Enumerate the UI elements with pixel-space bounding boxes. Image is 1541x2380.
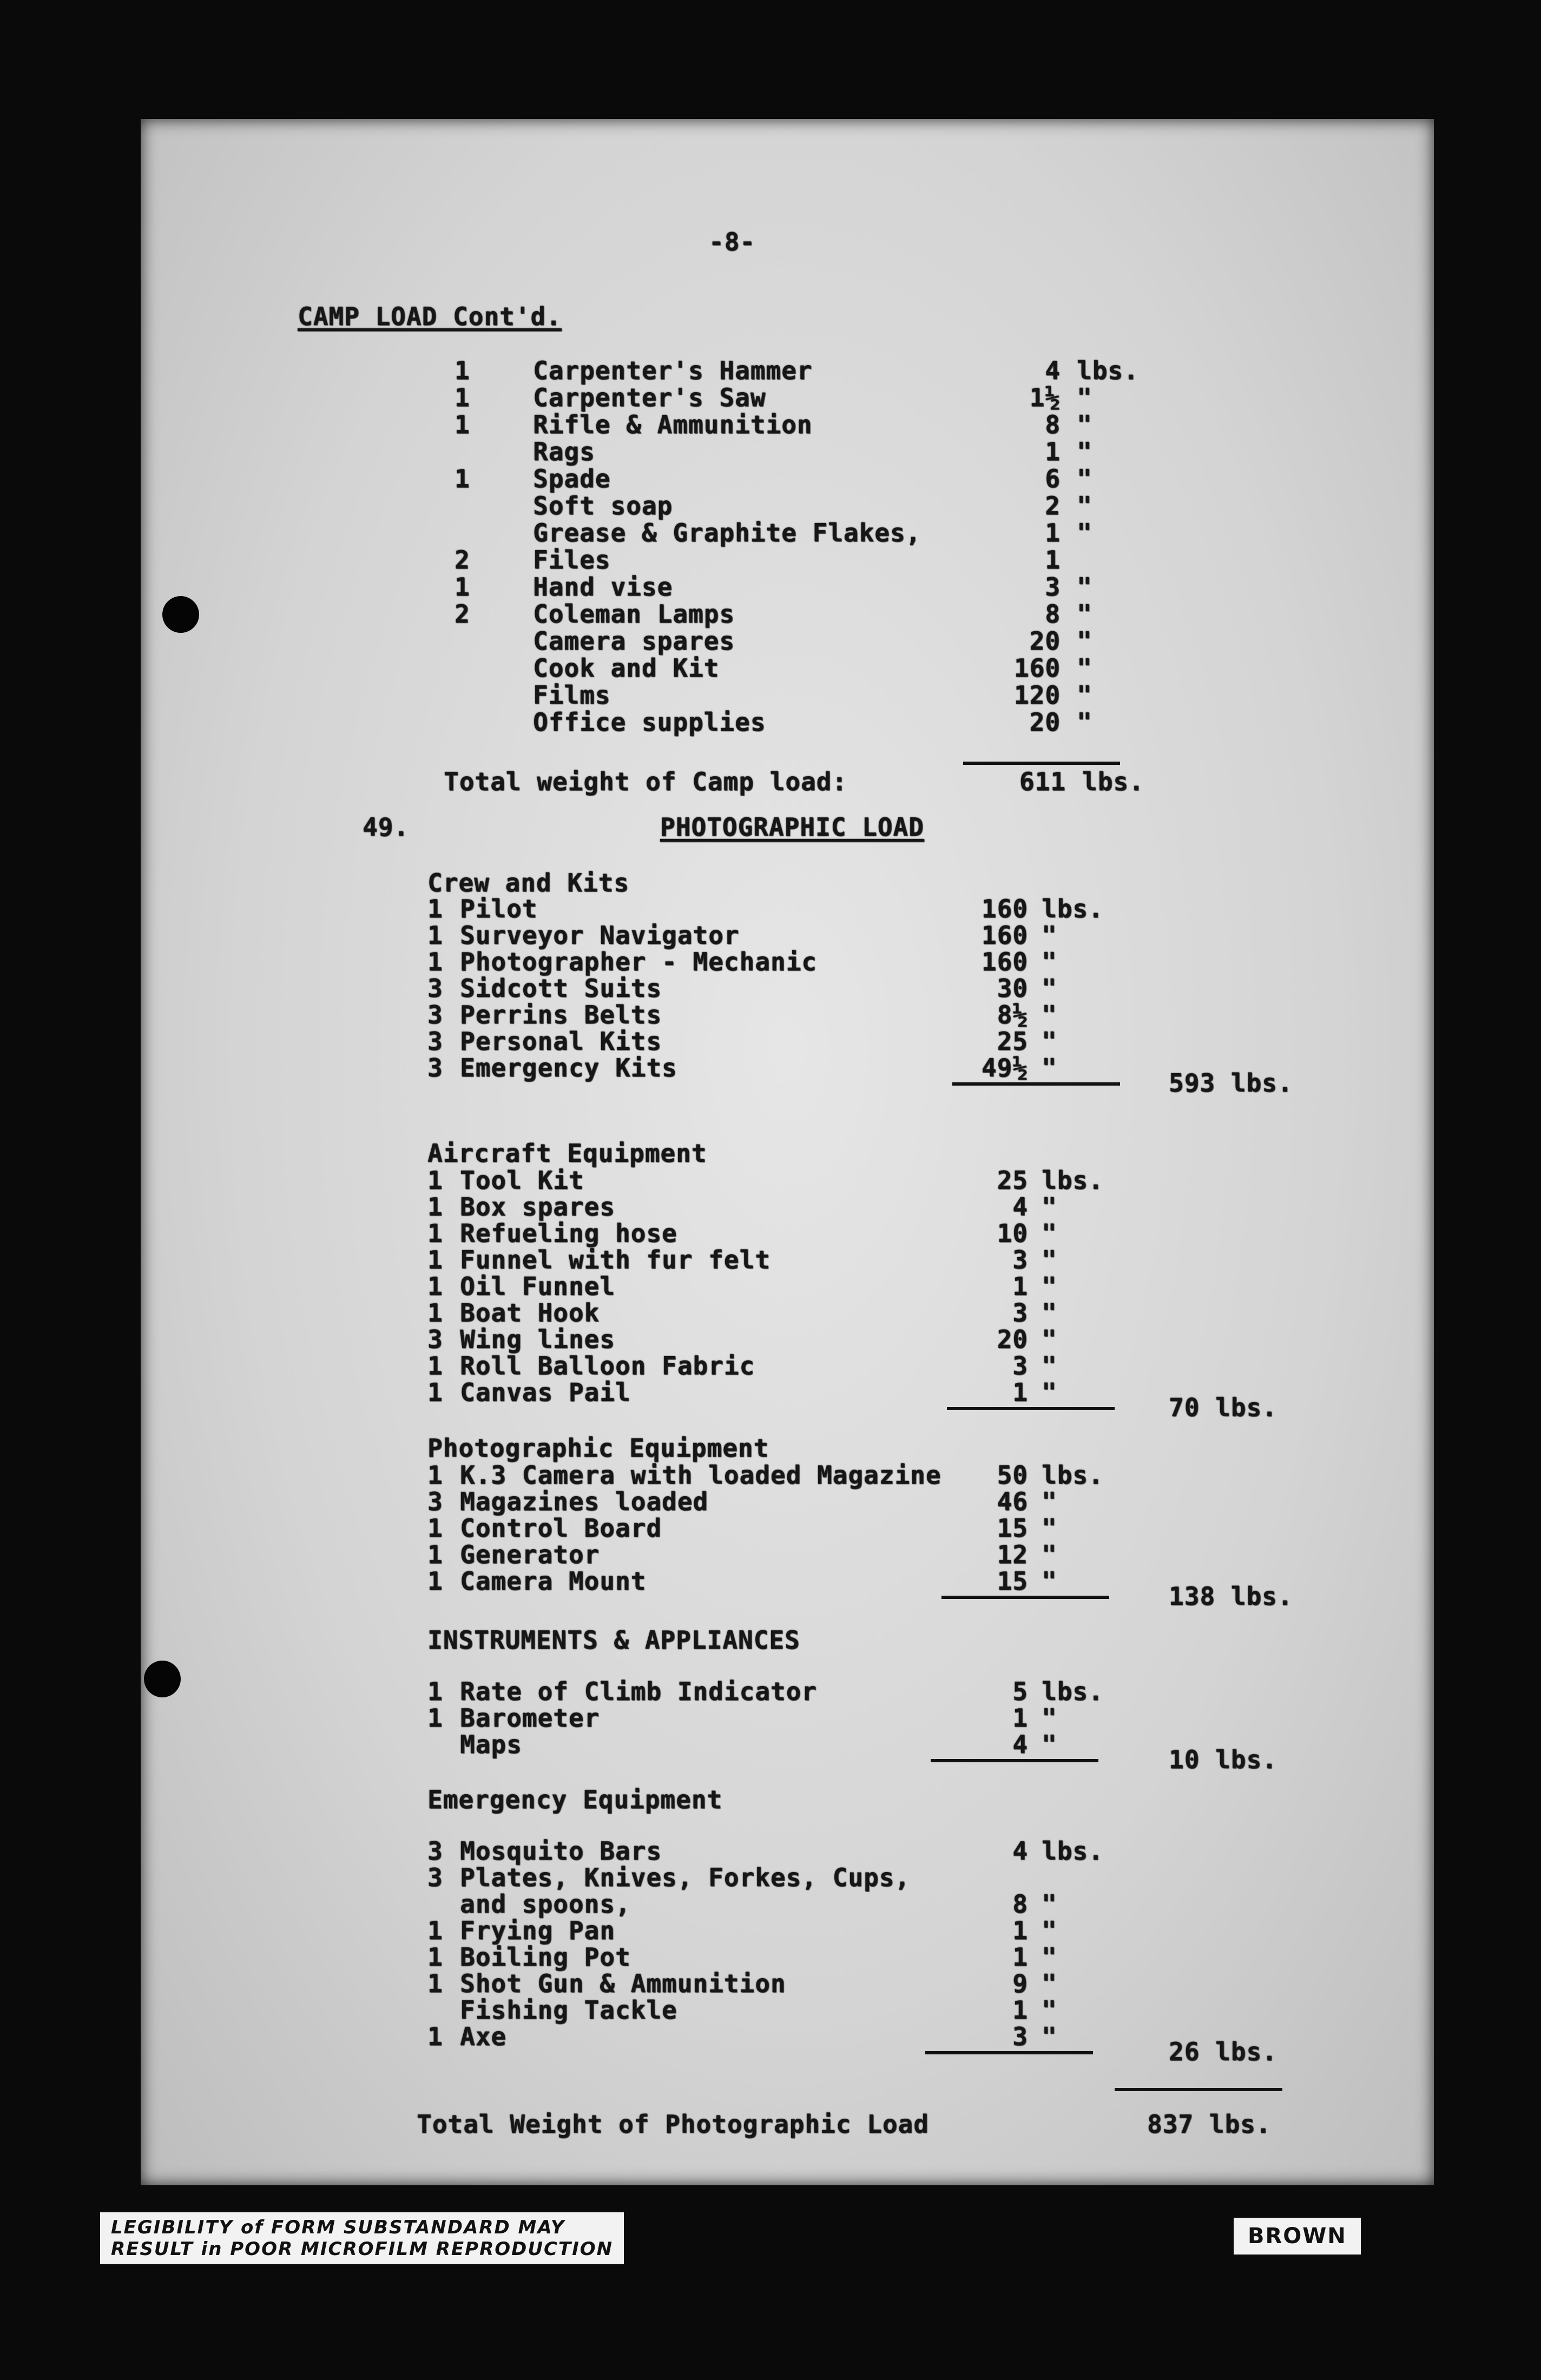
legibility-note-line1: LEGIBILITY of FORM SUBSTANDARD MAY bbox=[111, 2217, 565, 2238]
subtotal-rule bbox=[941, 1596, 1109, 1599]
item-description: Canvas Pail bbox=[460, 1378, 631, 1407]
item-description: Control Board bbox=[460, 1513, 662, 1543]
item-weight: 8 bbox=[1012, 1889, 1028, 1919]
item-description: Funnel with fur felt bbox=[460, 1245, 770, 1274]
item-unit: " bbox=[1077, 572, 1092, 601]
item-weight: 1½ bbox=[1029, 383, 1061, 412]
item-description: Boiling Pot bbox=[460, 1942, 631, 1972]
item-description: Grease & Graphite Flakes, bbox=[533, 518, 921, 547]
item-unit: " bbox=[1077, 383, 1092, 412]
item-weight: 1 bbox=[1012, 1942, 1028, 1972]
item-qty: 3 bbox=[427, 1487, 443, 1516]
item-description: Frying Pan bbox=[460, 1916, 615, 1945]
item-description: Generator bbox=[460, 1540, 600, 1569]
item-weight: 46 bbox=[997, 1487, 1028, 1516]
item-description: Personal Kits bbox=[460, 1027, 662, 1056]
item-weight: 20 bbox=[1029, 708, 1061, 737]
document-page bbox=[141, 119, 1434, 2185]
item-unit: " bbox=[1042, 947, 1057, 976]
section-number: 49. bbox=[363, 812, 410, 842]
item-weight: 50 bbox=[997, 1460, 1028, 1490]
item-qty: 1 bbox=[427, 1272, 443, 1301]
item-qty: 1 bbox=[427, 1192, 443, 1221]
item-description: Fishing Tackle bbox=[460, 1995, 677, 2025]
item-description: and spoons, bbox=[460, 1889, 631, 1919]
item-weight: 1 bbox=[1045, 518, 1061, 547]
item-unit: " bbox=[1042, 1703, 1057, 1733]
subtotal-rule bbox=[931, 1759, 1098, 1762]
item-description: Shot Gun & Ammunition bbox=[460, 1969, 786, 1998]
item-unit: " bbox=[1042, 1995, 1057, 2025]
item-description: Hand vise bbox=[533, 572, 673, 601]
item-unit: lbs. bbox=[1042, 1677, 1104, 1706]
item-description: Camera Mount bbox=[460, 1566, 647, 1596]
item-weight: 4 bbox=[1012, 1192, 1028, 1221]
item-weight: 49½ bbox=[981, 1053, 1028, 1082]
item-unit: lbs. bbox=[1042, 1460, 1104, 1490]
item-unit: " bbox=[1077, 653, 1092, 683]
item-qty: 1 bbox=[455, 383, 470, 412]
item-description: Pilot bbox=[460, 894, 538, 923]
item-description: Perrins Belts bbox=[460, 1000, 662, 1029]
item-weight: 4 bbox=[1012, 1730, 1028, 1759]
item-qty: 3 bbox=[427, 1863, 443, 1892]
item-description: Wing lines bbox=[460, 1325, 615, 1354]
item-description: Files bbox=[533, 545, 611, 574]
item-unit: " bbox=[1042, 1192, 1057, 1221]
item-description: Rate of Climb Indicator bbox=[460, 1677, 817, 1706]
item-description: Films bbox=[533, 680, 611, 710]
item-qty: 1 bbox=[427, 921, 443, 950]
item-unit: " bbox=[1042, 1969, 1057, 1998]
item-qty: 1 bbox=[427, 1378, 443, 1407]
item-unit: lbs. bbox=[1042, 1166, 1104, 1195]
item-description: Photographer - Mechanic bbox=[460, 947, 817, 976]
subtotal-rule bbox=[947, 1407, 1115, 1410]
item-unit: " bbox=[1042, 1513, 1057, 1543]
item-description: Boat Hook bbox=[460, 1298, 600, 1327]
item-unit: " bbox=[1077, 464, 1092, 493]
item-description: Refueling hose bbox=[460, 1219, 677, 1248]
item-weight: 1 bbox=[1012, 1272, 1028, 1301]
item-unit: " bbox=[1077, 708, 1092, 737]
item-qty: 1 bbox=[427, 1969, 443, 1998]
item-qty: 1 bbox=[427, 947, 443, 976]
item-weight: 3 bbox=[1045, 572, 1061, 601]
item-qty: 1 bbox=[427, 2022, 443, 2051]
item-weight: 4 bbox=[1045, 356, 1061, 385]
item-weight: 25 bbox=[997, 1166, 1028, 1195]
item-description: Sidcott Suits bbox=[460, 974, 662, 1003]
item-weight: 15 bbox=[997, 1566, 1028, 1596]
item-qty: 1 bbox=[427, 1460, 443, 1490]
item-description: Barometer bbox=[460, 1703, 600, 1733]
item-qty: 3 bbox=[427, 1836, 443, 1866]
item-weight: 3 bbox=[1012, 1298, 1028, 1327]
item-weight: 3 bbox=[1012, 1351, 1028, 1380]
item-qty: 3 bbox=[427, 1027, 443, 1056]
item-weight: 160 bbox=[981, 894, 1028, 923]
item-unit: " bbox=[1077, 491, 1092, 520]
item-unit: " bbox=[1042, 1487, 1057, 1516]
item-weight: 15 bbox=[997, 1513, 1028, 1543]
item-unit: " bbox=[1042, 1245, 1057, 1274]
item-unit: " bbox=[1042, 1027, 1057, 1056]
item-qty: 1 bbox=[455, 572, 470, 601]
item-unit: " bbox=[1042, 1351, 1057, 1380]
item-weight: 1 bbox=[1012, 1703, 1028, 1733]
item-description: Magazines loaded bbox=[460, 1487, 709, 1516]
item-description: Axe bbox=[460, 2022, 507, 2051]
item-description: Camera spares bbox=[533, 626, 735, 656]
page-marker: -8- bbox=[709, 227, 756, 256]
item-unit: " bbox=[1042, 1219, 1057, 1248]
item-weight: 3 bbox=[1012, 1245, 1028, 1274]
item-description: Cook and Kit bbox=[533, 653, 720, 683]
group-subtotal: 593 lbs. bbox=[1169, 1068, 1293, 1098]
item-description: Coleman Lamps bbox=[533, 599, 735, 629]
item-unit: " bbox=[1042, 1889, 1057, 1919]
item-unit: " bbox=[1077, 518, 1092, 547]
item-weight: 9 bbox=[1012, 1969, 1028, 1998]
item-qty: 1 bbox=[427, 1540, 443, 1569]
item-description: Maps bbox=[460, 1730, 522, 1759]
item-weight: 1 bbox=[1012, 1378, 1028, 1407]
group-title: Emergency Equipment bbox=[427, 1785, 723, 1814]
item-qty: 3 bbox=[427, 1325, 443, 1354]
item-weight: 8 bbox=[1045, 410, 1061, 439]
item-unit: " bbox=[1042, 1053, 1057, 1082]
subtotal-rule bbox=[952, 1082, 1120, 1086]
group-title: Crew and Kits bbox=[427, 868, 630, 897]
item-description: Mosquito Bars bbox=[460, 1836, 662, 1866]
item-qty: 1 bbox=[427, 1942, 443, 1972]
legibility-note bbox=[100, 2212, 624, 2264]
item-description: Roll Balloon Fabric bbox=[460, 1351, 755, 1380]
item-weight: 8 bbox=[1045, 599, 1061, 629]
item-qty: 3 bbox=[427, 1000, 443, 1029]
item-unit: " bbox=[1042, 1325, 1057, 1354]
item-description: Surveyor Navigator bbox=[460, 921, 740, 950]
total-rule bbox=[963, 762, 1120, 765]
camp-load-heading: CAMP LOAD Cont'd. bbox=[298, 302, 562, 331]
item-qty: 1 bbox=[427, 1166, 443, 1195]
item-description: Oil Funnel bbox=[460, 1272, 615, 1301]
group-title: Photographic Equipment bbox=[427, 1433, 769, 1463]
item-weight: 12 bbox=[997, 1540, 1028, 1569]
item-unit: " bbox=[1042, 1298, 1057, 1327]
item-weight: 25 bbox=[997, 1027, 1028, 1056]
item-unit: " bbox=[1042, 2022, 1057, 2051]
item-weight: 10 bbox=[997, 1219, 1028, 1248]
item-unit: " bbox=[1042, 1272, 1057, 1301]
item-unit: " bbox=[1077, 599, 1092, 629]
item-weight: 20 bbox=[1029, 626, 1061, 656]
item-weight: 5 bbox=[1012, 1677, 1028, 1706]
item-weight: 1 bbox=[1012, 1916, 1028, 1945]
item-unit: " bbox=[1077, 626, 1092, 656]
item-description: Plates, Knives, Forkes, Cups, bbox=[460, 1863, 911, 1892]
camp-total-unit: lbs. bbox=[1082, 767, 1144, 796]
item-unit: " bbox=[1042, 1000, 1057, 1029]
item-qty: 2 bbox=[455, 599, 470, 629]
name-label: BROWN bbox=[1234, 2218, 1361, 2255]
item-qty: 1 bbox=[427, 1298, 443, 1327]
item-qty: 1 bbox=[455, 356, 470, 385]
item-unit: " bbox=[1042, 1566, 1057, 1596]
item-description: Rifle & Ammunition bbox=[533, 410, 813, 439]
camp-total-label: Total weight of Camp load: bbox=[444, 767, 848, 796]
item-description: Rags bbox=[533, 437, 595, 466]
item-weight: 20 bbox=[997, 1325, 1028, 1354]
item-unit: " bbox=[1077, 410, 1092, 439]
item-qty: 1 bbox=[427, 1219, 443, 1248]
item-weight: 4 bbox=[1012, 1836, 1028, 1866]
item-unit: " bbox=[1042, 974, 1057, 1003]
item-qty: 1 bbox=[427, 1703, 443, 1733]
item-qty: 1 bbox=[427, 1513, 443, 1543]
item-qty: 1 bbox=[427, 1351, 443, 1380]
punch-hole bbox=[144, 1661, 181, 1697]
item-description: Carpenter's Saw bbox=[533, 383, 766, 412]
item-unit: " bbox=[1042, 1916, 1057, 1945]
item-unit: " bbox=[1042, 1730, 1057, 1759]
item-qty: 1 bbox=[427, 1916, 443, 1945]
item-weight: 160 bbox=[1013, 653, 1061, 683]
group-subtotal: 26 lbs. bbox=[1169, 2037, 1277, 2066]
item-description: Box spares bbox=[460, 1192, 615, 1221]
item-unit: " bbox=[1042, 1942, 1057, 1972]
item-qty: 3 bbox=[427, 974, 443, 1003]
item-weight: 6 bbox=[1045, 464, 1061, 493]
legibility-note-line2: RESULT in POOR MICROFILM REPRODUCTION bbox=[111, 2238, 614, 2260]
item-unit: " bbox=[1042, 1378, 1057, 1407]
item-qty: 1 bbox=[427, 1566, 443, 1596]
grand-total-rule bbox=[1115, 2088, 1282, 2091]
item-description: Carpenter's Hammer bbox=[533, 356, 813, 385]
group-subtotal: 138 lbs. bbox=[1169, 1582, 1293, 1611]
item-qty: 1 bbox=[427, 894, 443, 923]
item-description: Tool Kit bbox=[460, 1166, 584, 1195]
item-weight: 1 bbox=[1012, 1995, 1028, 2025]
item-weight: 30 bbox=[997, 974, 1028, 1003]
group-subtotal: 70 lbs. bbox=[1169, 1393, 1277, 1422]
item-qty: 1 bbox=[455, 464, 470, 493]
group-subtotal: 10 lbs. bbox=[1169, 1745, 1277, 1774]
item-description: Soft soap bbox=[533, 491, 673, 520]
item-description: Emergency Kits bbox=[460, 1053, 677, 1082]
item-weight: 120 bbox=[1013, 680, 1061, 710]
photographic-total-label: Total Weight of Photographic Load bbox=[417, 2110, 929, 2139]
item-unit: lbs. bbox=[1077, 356, 1139, 385]
item-description: K.3 Camera with loaded Magazine bbox=[460, 1460, 941, 1490]
item-unit: " bbox=[1042, 921, 1057, 950]
item-weight: 160 bbox=[981, 921, 1028, 950]
item-unit: " bbox=[1077, 437, 1092, 466]
photographic-total-value: 837 lbs. bbox=[1147, 2110, 1272, 2139]
item-weight: 160 bbox=[981, 947, 1028, 976]
item-qty: 1 bbox=[427, 1677, 443, 1706]
group-title: INSTRUMENTS & APPLIANCES bbox=[427, 1625, 800, 1655]
item-unit: lbs. bbox=[1042, 894, 1104, 923]
item-qty: 3 bbox=[427, 1053, 443, 1082]
item-qty: 1 bbox=[427, 1245, 443, 1274]
photographic-load-heading: PHOTOGRAPHIC LOAD bbox=[660, 812, 924, 842]
item-qty: 1 bbox=[455, 410, 470, 439]
item-weight: 8½ bbox=[997, 1000, 1028, 1029]
punch-hole bbox=[162, 596, 199, 633]
item-weight: 2 bbox=[1045, 491, 1061, 520]
item-description: Office supplies bbox=[533, 708, 766, 737]
item-qty: 2 bbox=[455, 545, 470, 574]
camp-total-value: 611 bbox=[1019, 767, 1066, 796]
item-unit: lbs. bbox=[1042, 1836, 1104, 1866]
item-unit: " bbox=[1042, 1540, 1057, 1569]
item-description: Spade bbox=[533, 464, 611, 493]
subtotal-rule bbox=[925, 2051, 1093, 2054]
item-weight: 1 bbox=[1045, 545, 1061, 574]
item-unit: " bbox=[1077, 680, 1092, 710]
item-weight: 3 bbox=[1012, 2022, 1028, 2051]
item-weight: 1 bbox=[1045, 437, 1061, 466]
group-title: Aircraft Equipment bbox=[427, 1139, 707, 1168]
